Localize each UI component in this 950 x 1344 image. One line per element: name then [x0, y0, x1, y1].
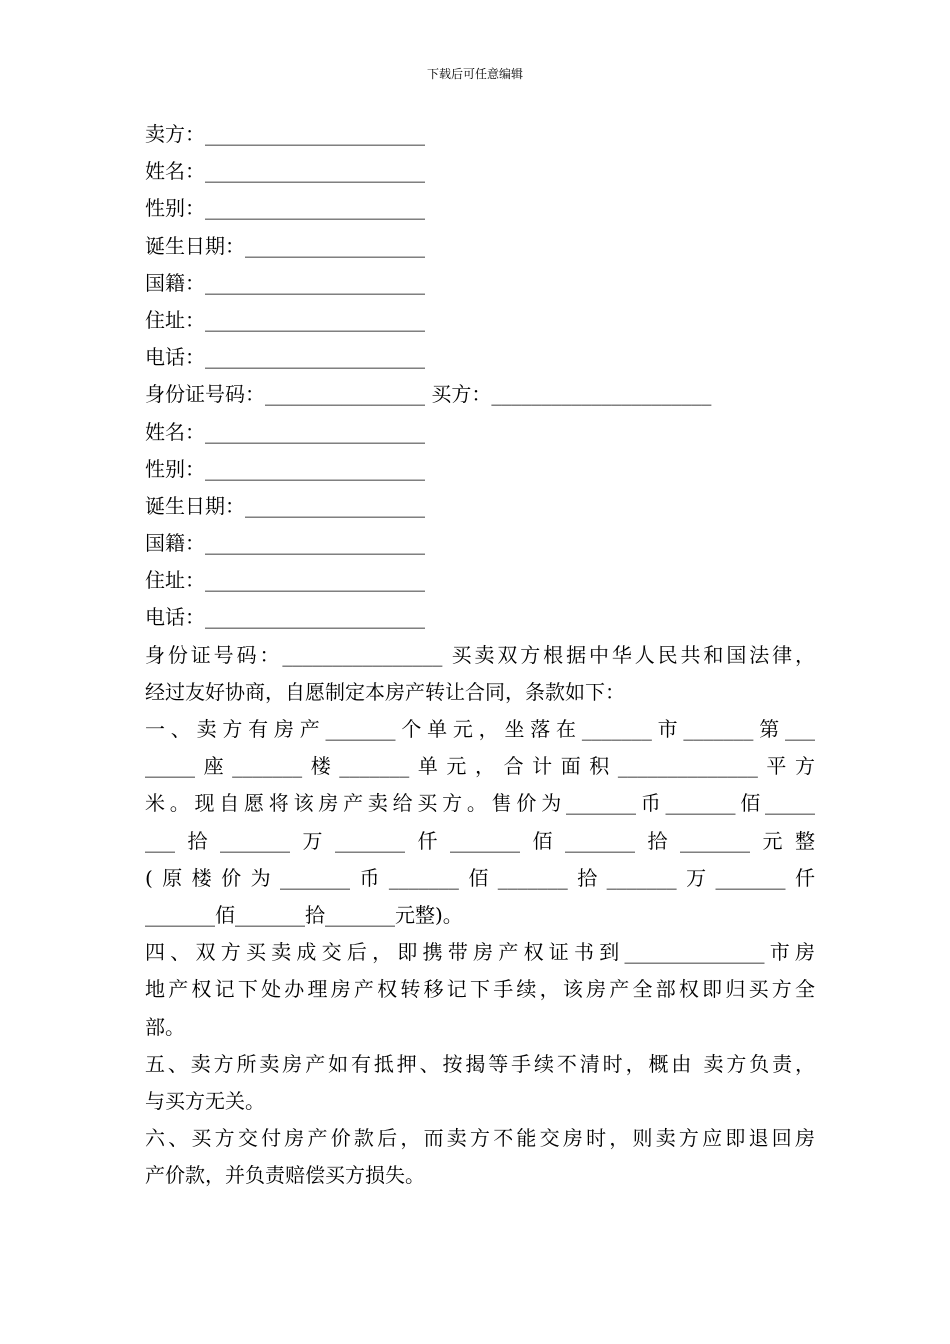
clause-4-line-3: 部。: [145, 1014, 185, 1039]
clause-6-line-1: 六、买方交付房产价款后，而卖方不能交房时，则卖方应即退回房: [145, 1126, 815, 1151]
preamble-line: 经过友好协商，自愿制定本房产转让合同，条款如下：: [145, 679, 625, 704]
clause-6-line-2: 产价款，并负责赔偿买方损失。: [145, 1163, 425, 1188]
clause-5-line-2: 与买方无关。: [145, 1088, 265, 1113]
clause-1-line-6: _______佰_______拾_______元整)。: [145, 902, 463, 927]
page-header-note: 下载后可任意编辑: [426, 67, 523, 81]
clause-4-line-2: 地产权记下处办理房产权转移记下手续，该房产全部权即归买方全: [145, 977, 815, 1002]
clause-1-line-1: 一、卖方有房产_______个单元，坐落在_______市_______第___: [145, 717, 815, 741]
seller-label-line: 卖方：______________________: [145, 122, 425, 146]
seller-id-and-buyer-label-line: 身份证号码：________________ 买方：______________________: [145, 382, 712, 407]
seller-gender-line: 性别：______________________: [145, 196, 425, 221]
buyer-address-line: 住址：______________________: [145, 568, 425, 593]
clause-4-line-1: 四、双方买卖成交后，即携带房产权证书到______________市房: [145, 940, 815, 965]
seller-nationality-line: 国籍：______________________: [145, 270, 425, 295]
buyer-gender-line: 性别：______________________: [145, 456, 425, 481]
clause-5-line-1: 五、卖方所卖房产如有抵押、按揭等手续不清时，概由 卖方负责，: [145, 1051, 815, 1076]
buyer-birthdate-line: 诞生日期：__________________: [145, 493, 425, 518]
buyer-phone-line: 电话：______________________: [145, 605, 425, 630]
seller-address-line: 住址：______________________: [145, 307, 425, 332]
clause-1-line-2: _____座_______楼_______单元，合计面积______________平方: [145, 754, 815, 779]
clause-1-line-4: ___拾_______万_______仟_______佰_______拾_______元整: [145, 828, 815, 853]
contract-body: [145, 116, 815, 1194]
buyer-id-and-preamble-line: 身份证号码：________________ 买卖双方根据中华人民共和国法律，: [145, 642, 815, 667]
buyer-name-line: 姓名：______________________: [145, 419, 425, 444]
seller-name-line: 姓名：______________________: [145, 159, 425, 184]
clause-1-line-5: (原楼价为_______币_______佰_______拾_______万_______仟: [145, 865, 815, 890]
seller-phone-line: 电话：______________________: [145, 345, 425, 370]
buyer-nationality-line: 国籍：______________________: [145, 531, 425, 556]
seller-birthdate-line: 诞生日期：__________________: [145, 233, 425, 258]
clause-1-line-3: 米。现自愿将该房产卖给买方。售价为_______币_______佰_____: [145, 791, 815, 816]
